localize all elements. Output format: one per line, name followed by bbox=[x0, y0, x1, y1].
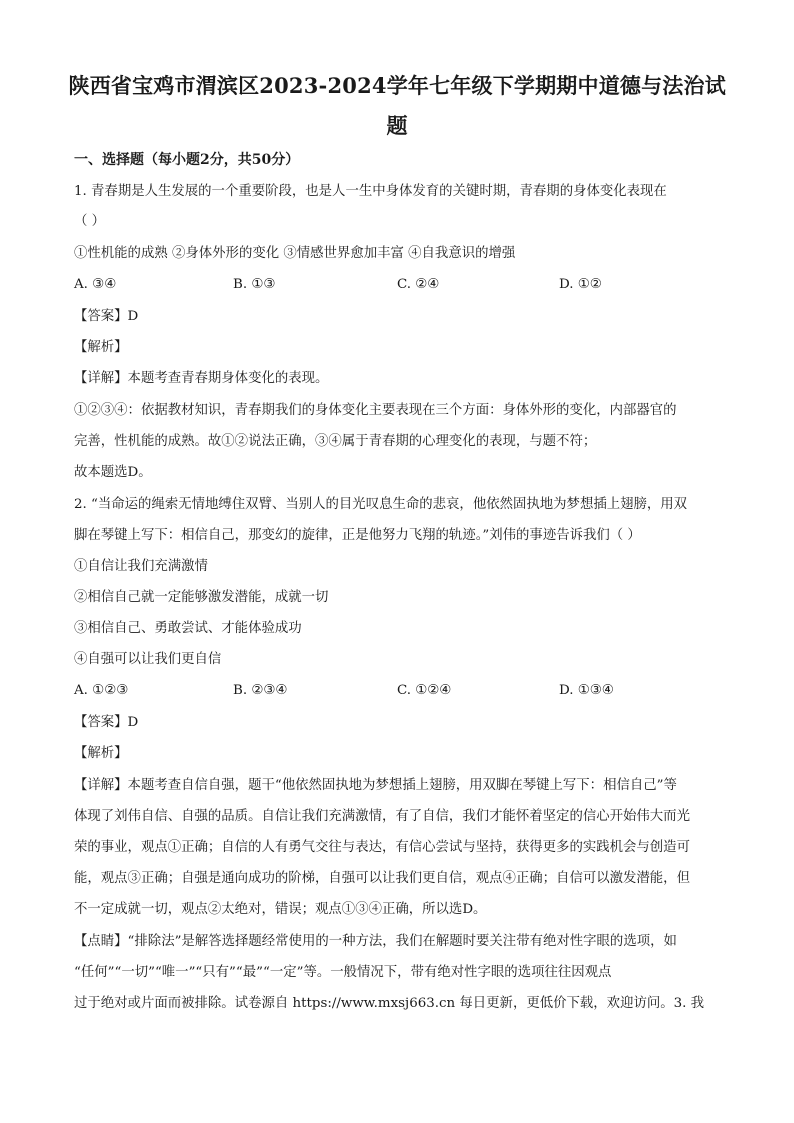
q2-statement-2: ②相信自己就一定能够激发潜能，成就一切 bbox=[74, 590, 329, 605]
q2-option-a: A. ①②③ bbox=[74, 683, 129, 698]
q2-tip-line-2: “任何”“一切”“唯一”“只有”“最”“一定”等。一般情况下，带有绝对性字眼的选项往往因观点 bbox=[74, 965, 612, 980]
q2-option-c: C. ①②④ bbox=[397, 683, 452, 698]
q2-stem-line-1: 2. “当命运的绳索无情地缚住双臂、当别人的目光叹息生命的悲哀，他依然固执地为梦想插上翅膀，用双 bbox=[74, 497, 688, 512]
q1-option-d: D. ①② bbox=[559, 277, 602, 292]
q2-option-b: B. ②③④ bbox=[233, 683, 288, 698]
q1-option-a: A. ③④ bbox=[74, 277, 117, 292]
section-heading: 一、选择题（每小题2分，共50分） bbox=[74, 152, 300, 168]
q2-explanation-line-1: 【详解】本题考查自信自强，题干“他依然固执地为梦想插上翅膀，用双脚在琴键上写下：相信自己”等 bbox=[74, 778, 677, 793]
q1-explanation-line-1: ①②③④：依据教材知识，青春期我们的身体变化主要表现在三个方面：身体外形的变化，内部器官的 bbox=[74, 403, 677, 418]
q2-statement-4: ④自强可以让我们更自信 bbox=[74, 652, 222, 667]
q1-answer: 【答案】D bbox=[74, 309, 139, 324]
q2-analysis-label: 【解析】 bbox=[74, 746, 128, 761]
q1-option-c: C. ②④ bbox=[397, 277, 440, 292]
q2-explanation-line-3: 荣的事业，观点①正确；自信的人有勇气交往与表达，有信心尝试与坚持，获得更多的实践机会与创造可 bbox=[74, 840, 690, 855]
q1-analysis-label: 【解析】 bbox=[74, 340, 128, 355]
q2-tip-line-1: 【点睛】“排除法”是解答选择题经常使用的一种方法，我们在解题时要关注带有绝对性字眼的选项，如 bbox=[74, 934, 677, 949]
document-title-line-2: 题 bbox=[386, 113, 408, 138]
q2-explanation-line-5: 不一定成就一切，观点②太绝对，错误；观点①③④正确，所以选D。 bbox=[74, 902, 487, 917]
q2-statement-3: ③相信自己、勇敢尝试、才能体验成功 bbox=[74, 621, 302, 636]
q2-statement-1: ①自信让我们充满激情 bbox=[74, 559, 208, 574]
q2-explanation-line-4: 能，观点③正确；自强是通向成功的阶梯，自强可以让我们更自信，观点④正确；自信可以激发潜能，但 bbox=[74, 871, 690, 886]
q1-detail: 【详解】本题考查青春期身体变化的表现。 bbox=[74, 371, 329, 386]
q1-option-b: B. ①③ bbox=[233, 277, 276, 292]
q1-statements: ①性机能的成熟 ②身体外形的变化 ③情感世界愈加丰富 ④自我意识的增强 bbox=[74, 246, 516, 261]
q1-explanation-line-3: 故本题选D。 bbox=[74, 465, 152, 480]
q2-stem-line-2: 脚在琴键上写下：相信自己，那变幻的旋律，正是他努力飞翔的轨迹。”刘伟的事迹告诉我们（ ） bbox=[74, 528, 641, 543]
document-title-line-1: 陕西省宝鸡市渭滨区2023-2024学年七年级下学期期中道德与法治试 bbox=[68, 73, 726, 98]
q1-stem-line-2: （ ） bbox=[74, 214, 106, 229]
q1-explanation-line-2: 完善，性机能的成熟。故①②说法正确，③④属于青春期的心理变化的表现，与题不符； bbox=[74, 434, 597, 449]
q2-explanation-line-2: 体现了刘伟自信、自强的品质。自信让我们充满激情，有了自信，我们才能怀着坚定的信心开始伟大而光 bbox=[74, 809, 690, 824]
q2-answer: 【答案】D bbox=[74, 715, 139, 730]
q1-stem-line-1: 1. 青春期是人生发展的一个重要阶段，也是人一生中身体发育的关键时期，青春期的身体变化表现在 bbox=[74, 184, 667, 199]
q2-tip-line-3: 过于绝对或片面而被排除。试卷源自 https://www.mxsj663.cn 每日更新，更低价下载，欢迎访问。3. 我 bbox=[74, 996, 705, 1011]
q2-option-d: D. ①③④ bbox=[559, 683, 614, 698]
